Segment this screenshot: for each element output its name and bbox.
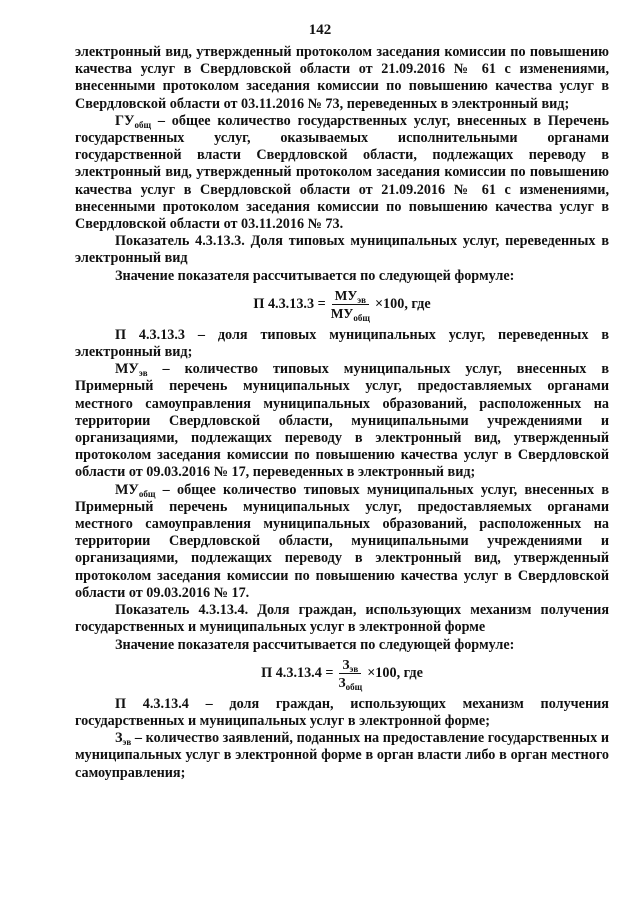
symbol: МУ [115,361,139,378]
symbol: З [115,730,123,747]
indicator-heading: Показатель 4.3.13.4. Доля граждан, использующих механизм получения государственных и муниципальных услуг в электронной форме [75,602,609,636]
formula-left: П 4.3.13.3 = [253,295,326,312]
formula-denominator: $МУ_{общ}$ [330,305,370,323]
definition-text: – количество типовых муниципальных услуг, внесенных в Примерный перечень муниципальных услуг, предоставляемых органами местного самоуправления муниципальных образований, расположенных на территории Свердловской области, муниципальными учреждениями и организациями, подлежащих переводу в электронный вид, утвержденный протоколом заседания комиссии по повышению качества услуг в Свердловской области от 09.03.2016 № 17, переведенных в электронный вид; [75,361,609,481]
formula-numerator: $З_{эв}$ [339,657,361,674]
definition-mu-ev [75,361,609,481]
paragraph: П 4.3.13.3 – доля типовых муниципальных услуг, переведенных в электронный вид; [75,326,609,361]
definition-gu-total [75,113,609,233]
formula-intro: Значение показателя рассчитывается по следующей формуле: [115,636,515,653]
symbol: МУ [115,481,139,498]
symbol-subscript: общ [138,488,156,499]
formula-numerator: $МУ_{эв}$ [332,288,369,305]
symbol-subscript: эв [122,737,132,748]
formula-denominator: $З_{общ}$ [338,674,363,692]
indicator-heading: Показатель 4.3.13.3. Доля типовых муниципальных услуг, переведенных в электронный вид [75,233,609,267]
document-body [75,44,609,782]
paragraph: П 4.3.13.4 – доля граждан, использующих механизм получения государственных и муниципальных услуг в электронной форме; [75,695,609,729]
formula-intro: Значение показателя рассчитывается по следующей формуле: [115,267,515,284]
definition-z-ev [75,730,609,782]
symbol: ГУ [115,112,135,129]
page-number: 142 [308,22,332,38]
formula-fraction [328,288,373,321]
definition-mu-total [75,482,609,602]
formula-4-3-13-3 [75,288,609,321]
formula-4-3-13-4 [75,657,609,690]
formula-right: ×100, где [374,295,431,312]
formula-right: ×100, где [367,664,423,681]
symbol-subscript: эв [138,368,148,379]
definition-text: – общее количество государственных услуг, внесенных в Перечень государственных услуг, оказываемых исполнительными органами государственной власти Свердловской области, подлежащих переводу в электронный вид, утвержденный протоколом заседания комиссии по повышению качества услуг в Свердловской области от 21.09.2016 № 61 с изменениями, внесенными протоколом заседания комиссии по повышению качества услуг в Свердловской области от 03.11.2016 № 73. [75,112,609,233]
definition-text: – общее количество типовых муниципальных услуг, внесенных в Примерный перечень муниципальных услуг, предоставляемых органами местного самоуправления муниципальных образований, расположенных на территории Свердловской области, муниципальными учреждениями и организациями, подлежащих переводу в электронный вид, утвержденный протоколом заседания комиссии по повышению качества услуг в Свердловской области от 09.03.2016 № 17. [75,481,609,601]
definition-text: – количество заявлений, поданных на предоставление государственных и муниципальных услуг в электронной форме в орган власти либо в орган местного самоуправления; [75,730,609,781]
symbol-subscript: общ [134,119,152,130]
formula-left: П 4.3.13.4 = [261,664,334,681]
paragraph: электронный вид, утвержденный протоколом заседания комиссии по повышению качества услуг в Свердловской области от 21.09.2016 № 61 с изменениями, внесенными протоколом заседания комиссии по повышению качества услуг в Свердловской области от 03.11.2016 № 73, переведенных в электронный вид; [75,44,609,112]
formula-fraction [335,657,365,690]
